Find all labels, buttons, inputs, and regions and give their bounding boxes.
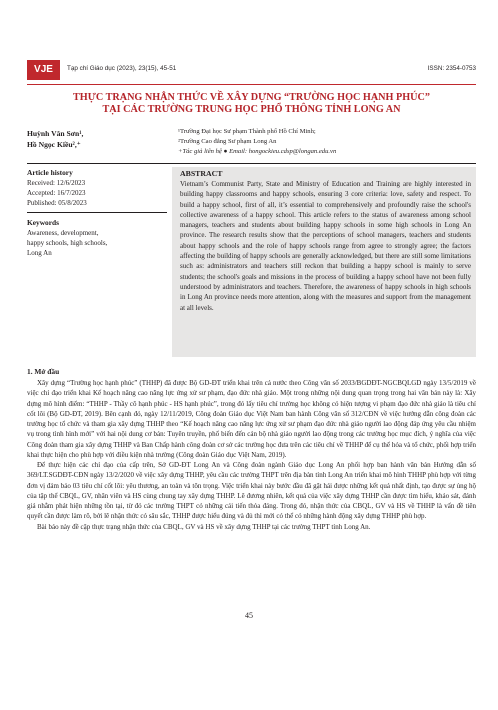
section-body [27, 378, 476, 532]
received-date: Received: 12/6/2023 [27, 179, 86, 187]
paper-title [27, 92, 476, 116]
journal-citation: Tạp chí Giáo dục (2023), 23(15), 45-51 [67, 65, 177, 72]
journal-header [27, 60, 476, 80]
section-heading: 1. Mở đầu [27, 367, 60, 376]
title-line-2: TẠI CÁC TRƯỜNG TRUNG HỌC PHỔ THÔNG TỈNH LONG AN [102, 104, 401, 115]
paragraph-2: Để thực hiện các chỉ đạo của cấp trên, Sở GD-ĐT Long An và Công đoàn ngành Giáo dục Long An phối hợp ban hành văn bản Hướng dẫn số 369/LT.SGDĐT-CĐN ngày 13/2/2020 về việc xây dựng THHP, yêu cầu các trường THPT trên địa bàn tỉnh Long An triển khai mô hình THHP phù hợp với từng đơn vị đảm bảo 03 tiêu chí cốt lõi: yêu thương, an toàn và tôn trọng. Việc triển khai này bước đầu đã gặt hái được những kết quả nhất định, tạo được sự ủng hộ của tập thể CBQL, GV, nhân viên và HS cùng chung tay xây dựng THHP. Lê đương nhiên, kết quả của việc xây dựng THHP cần được tìm hiểu, khảo sát, đánh giá nhằm phát hiện những tồn tại, từ đó các trường THPT có những cải tiến thỏa đáng. Trong đó, nhận thức của CBQL, GV và HS về THHP là vấn đề tiên quyết cần được làm rõ, bởi lẽ nhận thức có sâu sắc, THHP được hiểu đúng và đủ thì mới có thể có những hành động xây dựng THHP phù hợp. [27, 461, 476, 521]
keywords-line-3: Long An [27, 249, 52, 257]
author-2: Hồ Ngọc Kiều²,⁺ [27, 140, 81, 149]
affiliation-1: ¹Trường Đại học Sư phạm Thành phố Hồ Chí Minh; [178, 128, 316, 135]
affiliation-2: ²Trường Cao đẳng Sư phạm Long An [178, 138, 277, 145]
affiliations [178, 127, 336, 157]
corresponding-author: +Tác giả liên hệ ● Email: hongockieu.cdsp@longan.edu.vn [178, 148, 337, 155]
paragraph-1: Xây dựng “Trường học hạnh phúc” (THHP) đã được Bộ GD-ĐT triển khai trên cả nước theo Công văn số 2033/BGDĐT-NGCBQLGD ngày 13/5/2019 về việc chỉ đạo triển khai Kế hoạch nâng cao năng lực ứng xử sư phạm, đạo đức nhà giáo. Một trong những nội dung quan trọng trong hai văn bản này là: Xây dựng mô hình điểm: “THHP - Thầy cô hạnh phúc - HS hạnh phúc”, trong đó lấy tiêu chí trường học không có hiện tượng vi phạm đạo đức nhà giáo là tiêu chí cốt lõi (Bộ GD-ĐT, 2019). Bên cạnh đó, ngày 12/11/2019, Công đoàn Giáo dục Việt Nam ban hành Công văn số 312/CĐN về việc hướng dẫn công đoàn các trường học tổ chức và tham gia xây dựng THHP theo “Kế hoạch nâng cao năng lực ứng xử sư phạm đạo đức nhà giáo người lao động đáp ứng yêu cầu nhiệm vụ trong tình hình mới” với hai nội dung cơ bản: Tuyên truyền, phổ biến đến cán bộ nhà giáo người lao động trong các trường học mục đích, ý nghĩa của việc Công đoàn tham gia xây dựng THHP và Ban Chấp hành công đoàn cơ sở các trường học đưa trên các tiêu chí về THHP để cụ thể hóa và tổ chức, phối hợp triển khai thực hiện cho phù hợp với điều kiện nhà trường (Công đoàn Giáo dục Việt Nam, 2019). [27, 379, 476, 459]
keywords [27, 218, 167, 258]
title-line-1: THỰC TRẠNG NHẬN THỨC VỀ XÂY DỰNG “TRƯỜNG HỌC HẠNH PHÚC” [73, 92, 430, 103]
authors [27, 128, 83, 150]
author-1: Huỳnh Văn Sơn¹, [27, 129, 84, 138]
abstract-text: Vietnam’s Communist Party, State and Ministry of Education and Training are highly interested in building happy classrooms and happy schools, ensuring 3 core criteria: love, safety and respect. To build a happy school, first of all, it’s essential to comprehensively and profoundly raise the school's collective awareness of a happy school. This article refers to the status of awareness among school managers, teachers and students about building happy schools in some high schools in Long An province. The research results show that the perceptions of school managers, teachers and students about happy schools and the role of happy schools range from agree to strongly agree; the factors affecting the building of happy schools are generally acknowledged, but there are still some limitations such as: administrators and teachers still reckon that building a happy school is mainly to serve students; the school's goals and missions in the process of building a happy school have not been fully understood by administrators and teachers. Therefore, the awareness of happy schools in high schools in Long An province needs more attention, along with the measures and support from the management at all levels. [180, 180, 471, 312]
keywords-line-1: Awareness, development, [27, 229, 99, 237]
accepted-date: Accepted: 16/7/2023 [27, 189, 86, 197]
issn: ISSN: 2354-0753 [427, 65, 476, 72]
keywords-line-2: happy schools, high schools, [27, 239, 108, 247]
meta-divider [27, 163, 476, 164]
page-number: 45 [245, 611, 253, 620]
abstract-heading: ABSTRACT [180, 169, 223, 178]
side-divider [27, 212, 167, 213]
keywords-heading: Keywords [27, 218, 60, 227]
paragraph-3: Bài báo này đề cập thực trạng nhận thức của CBQL, GV và HS về xây dựng THHP tại các trường THPT tỉnh Long An. [37, 522, 371, 531]
header-divider [27, 84, 476, 85]
article-history-heading: Article history [27, 168, 73, 177]
article-history [27, 168, 167, 208]
journal-logo: VJE [27, 60, 60, 80]
published-date: Published: 05/8/2023 [27, 199, 87, 207]
